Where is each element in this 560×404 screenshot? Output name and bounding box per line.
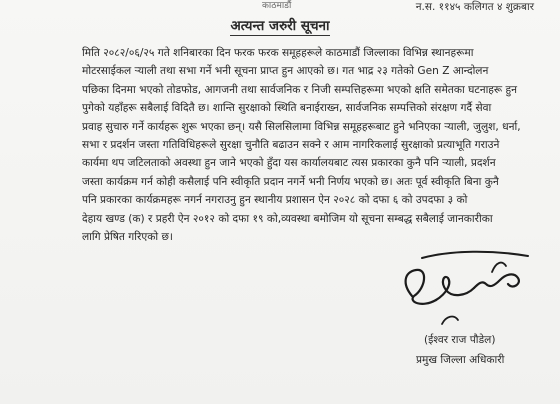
signatory-title: प्रमुख जिल्ला अधिकारी <box>416 354 505 366</box>
body-line: जस्ता कार्यक्रम गर्न कोही कसैलाई पनि स्वीकृति प्रदान नगर्ने भनी निर्णय भएको छ। अतः पूर्व स्वीकृति बिना कुनै <box>82 175 499 188</box>
body-line: मोटरसाईकल र्‍याली तथा सभा गर्ने भनी सूचना प्राप्त हुन आएको छ। गत भाद्र २३ गतेको Gen Z आन्दोलन <box>82 65 489 78</box>
notice-title <box>0 16 560 34</box>
body-line: कार्यमा थप जटिलताको अवस्था हुन जाने भएको हुँदा यस कार्यालयबाट त्यस प्रकारका कुनै पनि र्‍याली, प्रदर्शन <box>82 157 496 170</box>
handwritten-signature <box>382 244 542 340</box>
body-line: प्रवाह सुचारु गर्ने कार्यहरू शुरू भएका छन्। यसै सिलसिलामा विभिन्न समूहहरूबाट हुने भनिएका र्‍याली, जुलुश, धर्ना, <box>82 120 521 133</box>
body-line: सभा र प्रदर्शन जस्ता गतिविधिहरूले सुरक्षा चुनौति बढाउन सक्ने र आम नागरिकलाई सुरक्षाको प्रत्याभूति गराउने <box>82 139 500 152</box>
notice-body <box>82 44 532 246</box>
body-line: पुगेको यहाँहरू सबैलाई विदितै छ। शान्ति सुरक्षाको स्थिति बनाईराख्न, सार्वजनिक सम्पत्तिको संरक्षण गर्दै सेवा <box>82 102 492 115</box>
body-line: पनि प्रकारका कार्यक्रमहरू नगर्न नगराउनु हुन स्थानीय प्रशासन ऐन २०२८ को दफा ६ को उपदफा ३ को <box>82 194 468 207</box>
header-office-fragment: काठमाडौं <box>262 1 292 11</box>
header-reference: न.स. ११४५ कलिगत ४ शुक्रबार <box>415 1 534 13</box>
body-line: पछिका दिनमा भएको तोडफोड, आगजनी तथा सार्वजनिक र निजी सम्पत्तिहरूमा भएको क्षति समेतका घटनाहरू हुन <box>82 83 518 96</box>
body-line: देहाय खण्ड (क) र प्रहरी ऐन २०१२ को दफा १९ को,व्यवस्था बमोजिम यो सूचना सम्बद्ध सबैलाई जानकारीका <box>82 212 493 225</box>
body-line: लागि प्रेषित गरिएको छ। <box>82 231 173 244</box>
signatory-name: (ईश्वर राज पौडेल) <box>424 334 496 346</box>
notice-title-text: अत्यन्त जरुरी सूचना <box>230 18 330 34</box>
body-line: मिति २०८२/०६/२५ गते शनिबारका दिन फरक फरक समूहहरूले काठमाडौं जिल्लाका विभिन्न स्थानहरूमा <box>82 47 474 59</box>
